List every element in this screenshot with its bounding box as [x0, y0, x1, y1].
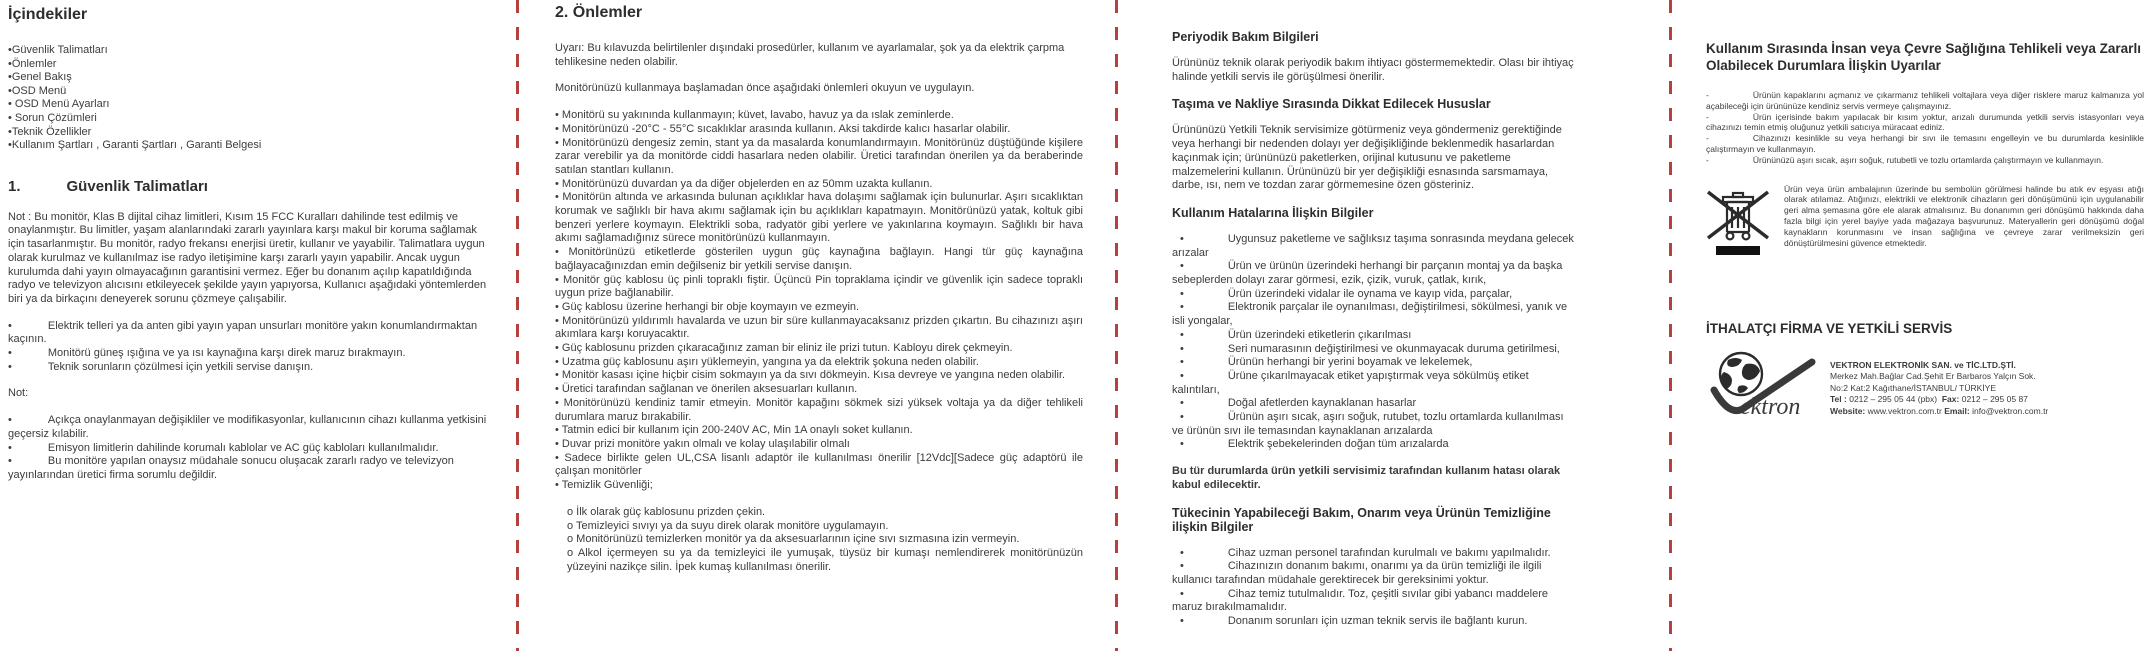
bullet-icon: • — [1180, 397, 1184, 410]
section-number: 1. — [8, 177, 21, 195]
vektron-logo — [1706, 350, 1830, 429]
cleaning-sub-list — [555, 506, 1083, 575]
bullet-icon: • — [1180, 546, 1184, 559]
usage-error-item: • Ürünün herhangi bir yerini boyamak ve lekelemek, — [1180, 356, 1473, 369]
precaution-item: • Monitör kasası içine hiçbir cisim sokmayın ya da sıvı dökmeyin. Kısa devreye ve yangına neden olabilir. — [555, 369, 1066, 382]
website-label: Website: — [1830, 405, 1866, 416]
toc-item: •Genel Bakış — [8, 71, 72, 84]
precaution-item: • Monitörünüzü etiketlerde gösterilen uygun güç kaynağına bağlayın. Hangi tür güç kaynağına bağlayacağınızdan emin değilseniz bir yetkili servise danışın. — [555, 246, 1083, 272]
usage-error-conclusion: Bu tür durumlarda ürün yetkili servisimiz tarafından kullanım hatası olarak kabul edilecektir. — [1172, 465, 1561, 491]
periodic-maintenance-paragraph: Ürününüz teknik olarak periyodik bakım ihtiyacı göstermemektedir. Olası bir ihtiyaç halinde yetkili servis ile görüşülmesi önerilir. — [1172, 57, 1574, 83]
safety-bullet: • Teknik sorunların çözülmesi için yetkili servise danışın. — [8, 360, 314, 373]
consumer-maintenance-item: • Cihazınızın donanım bakımı, onarımı ya da ürün temizliği ile ilgili kullanıcı tarafından müdahale gerektirecek bir gereksinimi yoktur. — [1172, 560, 1542, 586]
precaution-item: • Duvar prizi monitöre yakın olmalı ve kolay ulaşılabilir olmalı — [555, 437, 850, 450]
usage-error-item: • Ürünün aşırı sıcak, aşırı soğuk, rutubet, tozlu ortamlarda kullanılması ve ürünün sıvı ile temasından kaynaklanan arızalarda — [1172, 411, 1564, 437]
cleaning-step: o Temizleyici sıvıyı ya da suyu direk olarak monitöre uygulamayın. — [567, 519, 889, 532]
periodic-maintenance-heading: Periyodik Bakım Bilgileri — [1172, 30, 1319, 44]
toc-item: •OSD Menü — [8, 84, 67, 97]
precaution-item: • Monitörünüzü -20°C - 55°C sıcaklıklar arasında kullanın. Aksi takdirde kalıcı hasarlar olabilir. — [555, 122, 1011, 135]
safety-bullet: • Monitörü güneş ışığına ve ya ısı kaynağına karşı direk maruz bırakmayın. — [8, 347, 406, 360]
bullet-icon: • — [1180, 615, 1184, 628]
precaution-item: • Monitörünüzü yıldırımlı havalarda ve uzun bir süre kullanmayacaksanız prizden çıkartın. Bu cihazınızı aşırı akımlara karşı koruyacaktır. — [555, 314, 1083, 341]
consumer-maintenance-item: • Donanım sorunları için uzman teknik servis ile bağlantı kurun. — [1180, 615, 1528, 628]
bullet-icon: • — [1180, 232, 1184, 245]
bullet-icon: • — [8, 455, 12, 468]
hazard-warning-item: - Ürünün kapaklarını açmanız ve çıkarmanız tehlikeli voltajlara veya diğer risklere maruz kalmanıza yol açabileceği için ürününüze kendiniz servis vermeye çalışmayınız. — [1706, 90, 2144, 111]
page-maintenance-info — [1172, 0, 1576, 629]
precaution-item: • Güç kablosu üzerine herhangi bir obje koymayın ve ezmeyin. — [555, 300, 860, 313]
usage-error-item: • Ürün üzerindeki etiketlerin çıkarılması — [1180, 328, 1412, 341]
address-line: Merkez Mah.Bağlar Cad.Şehit Er Barbaros Yalçın Sok. — [1830, 371, 2036, 382]
page-precautions — [555, 0, 1083, 574]
vektron-logo-text: ektron — [1740, 393, 1801, 420]
bullet-icon: • — [8, 441, 12, 454]
dash-icon: - — [1706, 133, 1709, 144]
consumer-maintenance-item: • Cihaz temiz tutulmalıdır. Toz, çeşitli sıvılar gibi yabancı maddelere maruz bırakılmamalıdır. — [1172, 587, 1549, 614]
precaution-item: • Monitörün altında ve arkasında bulunan açıklıklar hava dolaşımı sağlamak için bulunurlar. Aşırı sıcaklıktan korumak ve sağlıklı bir hava akımı sağlamak için bu açıklıkları kapatmayın. Monitörünüzü yatak, koltuk gibi benzeri yerlere koymayın. Elektrikli soba, radyatör gibi yerlere ve yakınlarına koymayın. Sağlıklı bir hava akımı sağlamadığınız sürece monitörünüzü kullanmayın. — [555, 191, 1083, 245]
web-line — [1830, 406, 2144, 418]
usage-error-item: • Ürüne çıkarılmayacak etiket yapıştırmak veya sökülmüş etiket kalıntıları, — [1172, 369, 1529, 396]
hazard-warning-item: - Ürününüzü aşırı sıcak, aşırı soğuk, rutubetli ve tozlu ortamlarda çalıştırmayın ve kullanmayın. — [1706, 154, 2104, 165]
usage-error-item: • Uygunsuz paketleme ve sağlıksız taşıma sonrasında meydana gelecek arızalar — [1172, 232, 1574, 259]
weee-disposal-text: Ürün veya ürün ambalajının üzerinde bu sembolün görülmesi halinde bu atık ev eşyası atığı olarak atılamaz. Atığınızı, elektrikli ve elektronik cihazların geri dönüşümünü için uygulanabilir geri alma şemasına göre ele alarak atmalısınız. Bu donanımın geri dönüşümü hakkında daha fazla bilgi için yerel bayiye yada mağazaya başvurunuz. Materyallerin geri dönüşümü doğal kaynakların korunmasını ve insan sağlığına ve çevreye zarar verilmeksizin geri dönüştürülmesini güvence etmektedir. — [1784, 183, 2144, 248]
bullet-icon: • — [1180, 438, 1184, 451]
email-label: Email: — [1944, 405, 1970, 416]
cleaning-step: o Alkol içermeyen su ya da temizleyici ile yumuşak, tüysüz bir kumaşı nemlendirerek monitörünüzün yüzeyini nazikçe silin. İpek kumaş kullanılması önerilir. — [567, 546, 1083, 573]
usage-error-item: • Seri numarasının değiştirilmesi ve okunmayacak duruma getirilmesi, — [1180, 342, 1560, 355]
toc-item: •Önlemler — [8, 57, 57, 70]
bullet-icon: • — [1180, 560, 1184, 573]
cleaning-step: o İlk olarak güç kablosunu prizden çekin. — [567, 505, 766, 518]
usage-error-item: • Ürün üzerindeki vidalar ile oynama ve kayıp vida, parçalar, — [1180, 287, 1513, 300]
hazard-warnings-heading: Kullanım Sırasında İnsan veya Çevre Sağlığına Tehlikeli veya Zararlı Olabilecek Durumlara İlişkin Uyarılar — [1706, 41, 2141, 73]
bullet-icon: • — [8, 347, 12, 360]
toc-item: • OSD Menü Ayarları — [8, 98, 110, 111]
precaution-item: • Uzatma güç kablosunu aşırı yüklemeyin, yangına ya da elektrik şokuna neden olabilir. — [555, 355, 979, 368]
weee-crossed-bin-icon — [1706, 184, 1784, 263]
precaution-item: • Monitör güç kablosu üç pinli topraklı fiştir. Üçüncü Pin topraklama içindir ve güvenlik için sadece topraklı uygun prize bağlanabilir. — [555, 273, 1083, 300]
fax-value: 0212 – 295 05 87 — [1961, 394, 2028, 405]
fax-label: Fax: — [1941, 394, 1960, 405]
usage-error-item: • Elektronik parçalar ile oynanılması, değiştirilmesi, sökülmesi, yanık ve isli yongalar, — [1172, 301, 1568, 328]
consumer-maintenance-item: • Cihaz uzman personel tarafından kurulmalı ve bakımı yapılmalıdır. — [1180, 546, 1551, 559]
usage-error-item: • Elektrik şebekelerinden doğan tüm arızalarda — [1180, 438, 1449, 451]
dash-icon: - — [1706, 154, 1709, 165]
note-bullet: • Emisyon limitlerin dahilinde korumalı kablolar ve AC güç kabloları kullanılmalıdır. — [8, 441, 439, 454]
hazard-warning-item: - Cihazınızı kesinlikle su veya herhangi bir sıvı ile temasını engelleyin ve bu durumlarda kesinlikle çalıştırmayın ve kullanmayın. — [1706, 133, 2144, 154]
section-1-heading — [8, 178, 495, 195]
bullet-icon: • — [1180, 260, 1184, 273]
usage-error-item: • Doğal afetlerden kaynaklanan hasarlar — [1180, 397, 1417, 410]
precaution-item: • Monitörü su yakınında kullanmayın; küvet, lavabo, havuz ya da ıslak zeminlerde. — [555, 109, 954, 122]
transport-paragraph: Ürününüzü Yetkili Teknik servisimize götürmeniz veya göndermeniz gerektiğinde veya herhangi bir nedenden dolayı yer değişikliğinde beklenmedik hasarlardan kaçınmak için; ürününüzü paketlerken, orijinal kutusunu ve paketleme malzemelerini kullanın. Ürününüzü bir yer değişikliği esnasında sarsmamaya, darbe, ısı, nem ve tozdan zarar görmemesine özen gösteriniz. — [1172, 124, 1562, 192]
bullet-icon: • — [1180, 287, 1184, 300]
toc-item: •Teknik Özellikler — [8, 125, 92, 138]
dash-icon: - — [1706, 90, 1709, 100]
email-value: info@vektron.com.tr — [1972, 405, 2049, 416]
usage-errors-heading: Kullanım Hatalarına İlişkin Bilgiler — [1172, 205, 1374, 220]
note-bullet: • Bu monitöre yapılan onaysız müdahale sonucu oluşacak zararlı radyo ve televizyon yayınlarından üretici firma sorumlu değildir. — [8, 455, 454, 481]
page-separator-dashed-line — [516, 0, 519, 651]
bullet-icon: • — [1180, 328, 1184, 341]
section-2-heading: 2. Önlemler — [555, 4, 643, 21]
usage-error-item: • Ürün ve ürünün üzerindeki herhangi bir parçanın montaj ya da başka sebeplerden dolayı zarar görmesi, ezik, çizik, vuruk, çatlak, kırık, — [1172, 260, 1563, 287]
hazard-warning-item: - Ürün içerisinde bakım yapılacak bir kısım yoktur, arızalı durumunda yetkili servis istasyonları veya cihazınızı temin etmiş oluğunuz yetkili satıcıya müracaat ediniz. — [1706, 111, 2144, 133]
phone-line — [1830, 394, 2144, 406]
consumer-maintenance-heading: Tükecinin Yapabileceği Bakım, Onarım veya Ürünün Temizliğine ilişkin Bilgiler — [1172, 505, 1551, 534]
bullet-icon: • — [1180, 411, 1184, 424]
precaution-item: • Temizlik Güvenliği; — [555, 479, 653, 492]
consumer-maintenance-list — [1172, 547, 1576, 629]
section-title: Güvenlik Talimatları — [66, 177, 208, 195]
page-hazard-warnings-importer — [1706, 0, 2144, 429]
warning-paragraph: Uyarı: Bu kılavuzda belirtilenler dışındaki prosedürler, kullanım ve ayarlamalar, şok ya da elektrik çarpma tehlikesine neden olabilir. — [555, 42, 1065, 68]
weee-disposal-block — [1706, 184, 2144, 263]
contact-details — [1830, 350, 2144, 418]
bullet-icon: • — [1180, 369, 1184, 382]
precaution-item: • Üretici tarafından sağlanan ve önerilen aksesuarları kullanın. — [555, 383, 858, 396]
importer-heading: İTHALATÇI FİRMA VE YETKİLİ SERVİS — [1706, 320, 1953, 336]
precaution-list — [555, 109, 1083, 493]
dash-icon: - — [1706, 111, 1709, 122]
transport-heading: Taşıma ve Nakliye Sırasında Dikkat Edilecek Hususlar — [1172, 97, 1491, 112]
precaution-item: • Monitörünüzü duvardan ya da diğer objelerden en az 50mm uzakta kullanın. — [555, 177, 933, 190]
precaution-item: • Monitörünüzü kendiniz tamir etmeyin. Monitör kapağını sökmek sizi yüksek voltaja ya da diğer tehlikeli durumlara maruz bırakabilir. — [555, 396, 1083, 423]
bullet-icon: • — [8, 414, 12, 427]
tel-value: 0212 – 295 05 44 (pbx) — [1849, 394, 1938, 405]
bullet-icon: • — [1180, 356, 1184, 369]
hazard-warning-list — [1706, 90, 2144, 166]
page-separator-dashed-line — [1115, 0, 1118, 651]
bullet-icon: • — [1180, 342, 1184, 355]
address-line: No:2 Kat:2 Kağıthane/İSTANBUL/ TÜRKİYE — [1830, 382, 1996, 393]
toc-item: •Güvenlik Talimatları — [8, 44, 108, 56]
precaution-item: • Tatmin edici bir kullanım için 200-240V AC, Min 1A onaylı soket kullanın. — [555, 424, 913, 437]
tel-label: Tel : — [1830, 394, 1847, 405]
precaution-item: • Sadece birlikte gelen UL,CSA lisanlı adaptör ile kullanılması önerilir [12Vdc][Sadece güç adaptörü ile çalışan monitörler — [555, 451, 1083, 478]
precaution-item: • Güç kablosunu prizden çıkaracağınız zaman bir eliniz ile prizi tutun. Kabloyu direk çekmeyin. — [555, 342, 1013, 355]
website-value: www.vektron.com.tr — [1867, 405, 1942, 416]
toc-list — [8, 44, 495, 153]
bullet-icon: • — [8, 319, 12, 332]
note-label: Not: — [8, 387, 29, 400]
toc-item: • Sorun Çözümleri — [8, 111, 97, 124]
importer-contact-block — [1706, 350, 2144, 429]
fcc-note-paragraph: Not : Bu monitör, Klas B dijital cihaz limitleri, Kısım 15 FCC Kuralları dahilinde test edilmiş ve onaylanmıştır. Bu limitler, yaşam alanlarındaki zararlı yayınlara karşı makul bir koruma sağlamak için tasarlanmıştır. Bu monitör, radyo frekansı enerjisi üretir, kullanır ve yayabilir. Talimatlara uygun olarak kurulmaz ve kullanılmaz ise radyo iletişimine karşı zararlı yayın yapabilir. Ancak uygun kurulumda dahi yayın olmayacağının garantisini vermez. Eğer bu donanım açılıp kapatıldığında radyo ve televizyon alıcısını etkileyecek şekilde yayın yapıyorsa, Kullanıcı aşağıdaki yöntemlerden biri ya da birkaçını deneyerek sorunu çözmeye çalışabilir. — [8, 210, 487, 305]
bullet-icon: • — [8, 360, 12, 373]
cleaning-step: o Monitörünüzü temizlerken monitör ya da aksesuarlarının içine sıvı sızmasına izin vermeyin. — [567, 533, 1020, 546]
note-bullet: • Açıkça onaylanmayan değişikliler ve modifikasyonlar, kullanıcının cihazı kullanma yetkisini geçersiz kılabilir. — [8, 414, 487, 440]
page-toc-and-safety — [8, 0, 495, 483]
bullet-icon: • — [1180, 301, 1184, 314]
bullet-icon: • — [1180, 587, 1184, 600]
intro-paragraph: Monitörünüzü kullanmaya başlamadan önce aşağıdaki önlemleri okuyun ve uygulayın. — [555, 82, 975, 95]
toc-item: •Kullanım Şartları , Garanti Şartları , Garanti Belgesi — [8, 139, 262, 152]
safety-bullet: • Elektrik telleri ya da anten gibi yayın yapan unsurları monitöre yakın konumlandırmaktan kaçının. — [8, 319, 478, 346]
page-separator-dashed-line — [1669, 0, 1672, 651]
company-name: VEKTRON ELEKTRONİK SAN. ve TİC.LTD.ŞTİ. — [1830, 359, 2016, 370]
precaution-item: • Monitörünüzü dengesiz zemin, stant ya da masalarda konumlandırmayın. Monitörünüz düştüğünde kişilere zarar verebilir ya da monitörde ciddi hasarlara neden olabilir. Üretici tarafından önerilen ya da beraberinde satılan stantları kullanın. — [555, 136, 1083, 176]
toc-title: İçindekiler — [8, 6, 88, 23]
usage-error-list — [1172, 233, 1576, 452]
